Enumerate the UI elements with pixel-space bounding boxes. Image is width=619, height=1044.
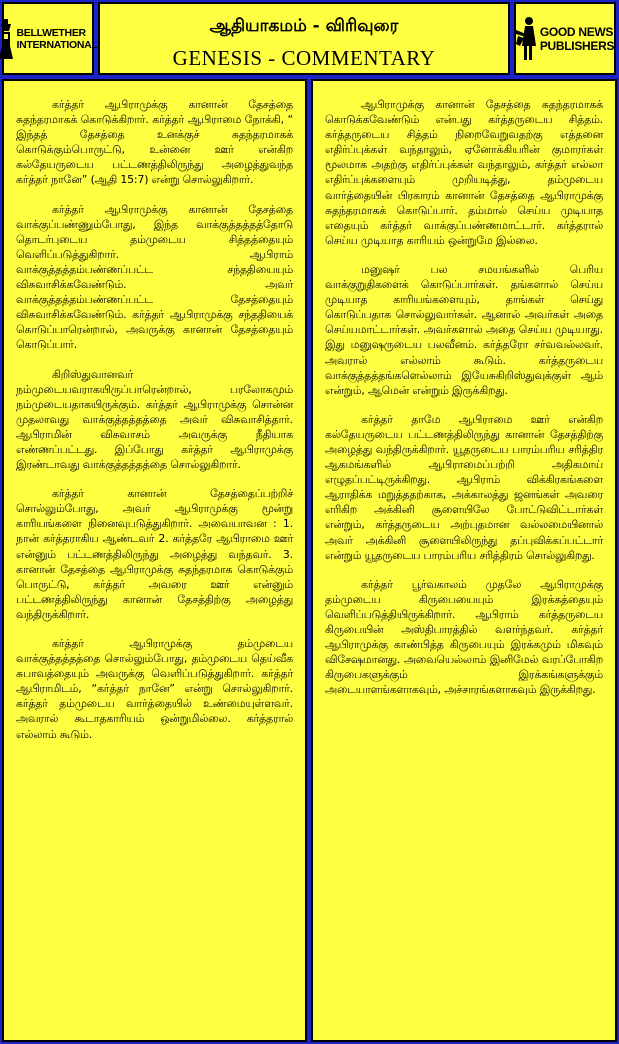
bell-tower-icon [0,19,14,59]
good-news-logo [514,2,616,75]
title-english: GENESIS - COMMENTARY [172,46,436,70]
paragraph: கர்த்தர் ஆபிராமுக்கு கானான் தேசத்தை வாக்குப்பண்ணும்போது, இந்த வாக்குத்தத்தத்தோடு தொடர்புடைய தம்முடைய சித்தத்தையும் வெளிப்படுத்துகிறார். ஆபிராம் வாக்குத்தத்தம்பண்ணப்பட்ட சந்ததியையும் விசுவாசிக்கவேண்டும். அவர் வாக்குத்தத்தம்பண்ணப்பட்ட தேசத்தையும் விசுவாசிக்கவேண்டும். கர்த்தர் ஆபிராமுக்கு சந்ததியைக் கொடுப்பாரென்றால், அவருக்கு கானான் தேசத்தையும் கொடுப்பார். [16,202,293,352]
logo-line-1: BELLWETHER [16,26,86,39]
paragraph: கர்த்தர் கானான் தேசத்தைப்பற்றிச் சொல்லும்போது, அவர் ஆபிராமுக்கு மூன்று காரியங்களை நினைவுபடுத்துகிறார். அவையாவன : 1. நான் கர்த்தராகிய ஆண்டவர் 2. கர்த்தரே ஆபிராமை ஊர் என்னும் பட்டணத்திலிருந்து அழைத்து வந்தவர். 3. கானான் தேசத்தை ஆபிராமுக்கு சுதந்தரமாக கொடுக்கும் பொருட்டு, கர்த்தர் அவரை ஊர் என்னும் பட்டணத்திலிருந்து கானான் தேசத்திற்கு அழைத்து வந்திருக்கிறார். [16,487,293,621]
left-column [2,79,307,1042]
paragraph: கர்த்தர் ஆபிராமுக்கு கானான் தேசத்தை சுதந்தரமாகக் கொடுக்கிறார். கர்த்தர் ஆபிராமை நோக்கி, “ இந்தத் தேசத்தை உனக்குச் சுதந்தரமாகக் கொடுக்கும்பொருட்டு, உன்னை ஊர் என்கிற கல்தேயருடைய பட்டணத்திலிருந்து அழைத்துவந்த கர்த்தர் நானே” (ஆதி 15:7) என்று சொல்லுகிறார். [16,98,293,187]
paragraph: கிறிஸ்துவானவர் நம்முடையவராகயிருப்பாரென்றால், பரலோகமும் நம்முடையதாகயிருக்கும். கர்த்தர் ஆபிராமுக்கு சொன்ன முதலாவது வாக்குத்தத்தத்தை அவர் விசுவாசித்தார். ஆபிராமின் விசுவாசம் அவருக்கு நீதியாக எண்ணப்பட்டது. இப்போது கர்த்தர் ஆபிராமுக்கு இரண்டாவது வாக்குத்தத்தத்தை சொல்லுகிறார். [16,367,293,472]
paragraph: கர்த்தர் ஆபிராமுக்கு தம்முடைய வாக்குத்தத்தத்தை சொல்லும்போது, தம்முடைய தெய்வீக சுபாவத்தையும் அவருக்கு வெளிப்படுத்துகிறார். கர்த்தர் ஆபிராமிடம், “கர்த்தர் நானே” என்று சொல்லுகிறார். கர்த்தர் தம்முடைய வார்த்தையில் உண்மையுள்ளவர். அவரால் கூடாதகாரியம் ஒன்றுமில்லை. கர்த்தரால் எல்லாம் கூடும். [16,637,293,741]
paragraph: ஆபிராமுக்கு கானான் தேசத்தை சுதந்தரமாகக் கொடுக்கவேண்டும் என்பது கர்த்தருடைய சித்தம். கர்த்தருடைய சித்தம் நிறைவேறுவதற்கு எத்தனை எதிர்ப்புக்கள் வந்தாலும், ஏனோக்கியரின் குமாரர்கள் மூலமாக அதற்கு எதிர்ப்புக்கள் வந்தாலும், கர்த்தர் எல்லா எதிர்ப்புக்களையும் முறியடித்து, தம்முடைய வார்த்தையின் பிரகாரம் கானான் தேசத்தை ஆபிராமுக்கு சுதந்தரமாகக் கொடுப்பார். தம்மால் செய்ய முடியாத எதையும் கர்த்தர் வாக்குப்பண்ணமாட்டார். கர்த்தரால் செய்ய முடியாத காரியம் ஒன்றுமே இல்லை. [325,98,603,247]
title-banner [98,2,510,75]
paragraph: கர்த்தர் பூர்வகாலம் முதலே ஆபிராமுக்கு தம்முடைய கிருபையையும் இரக்கத்தையும் வெளிப்படுத்தியிருக்கிறார். ஆபிராம் கர்த்தருடைய கிருபையின் அஸ்திபாரத்தில் வளர்ந்தவர். கர்த்தர் ஆபிராமுக்கு காண்பித்த கிருபையும் இரக்கமும் மிகவும் விசேஷமானது. அவையெல்லாம் இனிமேல் வரப்போகிற கிருபைகளுக்கும் இரக்கங்களுக்கும் அடையாளங்களாகவும், அச்சாரங்களாகவும் இருக்கிறது. [325,577,603,697]
bellwether-logo [2,2,98,75]
logo-line-2: PUBLISHERS [539,38,615,53]
right-column [311,79,617,1042]
paragraph: கர்த்தர் தாமே ஆபிராமை ஊர் என்கிற கல்தேயருடைய பட்டணத்திலிருந்து கானான் தேசத்திற்கு அழைத்து வந்திருக்கிறார். யூதருடைய பாரம்பரிய சரித்திர ஆகமங்களில் ஆபிராமைப்பற்றி அதிகமாய் எழுதப்பட்டிருக்கிறது. ஆபிராம் விக்கிரகங்களை ஆராதிக்க மறுத்ததற்காக, அக்காலத்து ஜனங்கள் அவரை எரிகிற அக்கினி சூளையிலே போட்டுவிட்டார்கள் என்றும், கர்த்தருடைய அற்புதமான வல்லமையினால் அவர் அக்கினி சூளையிலிருந்து தப்புவிக்கப்பட்டார் என்றும் யூதருடைய பாரம்பரிய சரித்திரம் சொல்லுகிறது. [325,412,603,562]
title-tamil: ஆதியாகமம் - விரிவுரை [209,16,399,36]
logo-line-1: GOOD NEWS [539,24,614,39]
logo-line-2: INTERNATIONAL [16,38,98,51]
paragraph: மனுஷர் பல சமயங்களில் பெரிய வாக்குறுதிகளைக் கொடுப்பார்கள். தங்களால் செய்ய முடியாத காரியங்களையும், தாங்கள் செய்து கொடுப்பதாக சொல்லுவார்கள். ஆனால் அவர்கள் அதை செய்யமாட்டார்கள். அவர்களால் அதை செய்ய முடியாது. இது மனுஷருடைய பலவீனம். கர்த்தரோ சர்வவல்லவர். அவரால் எல்லாம் கூடும். கர்த்தருடைய வாக்குத்தத்தங்களெல்லாம் இயேசுகிறிஸ்துவுக்குள் ஆம் என்றும், ஆமென் என்றும் இருக்கிறது. [325,262,603,397]
trumpet-angel-icon [516,16,538,62]
